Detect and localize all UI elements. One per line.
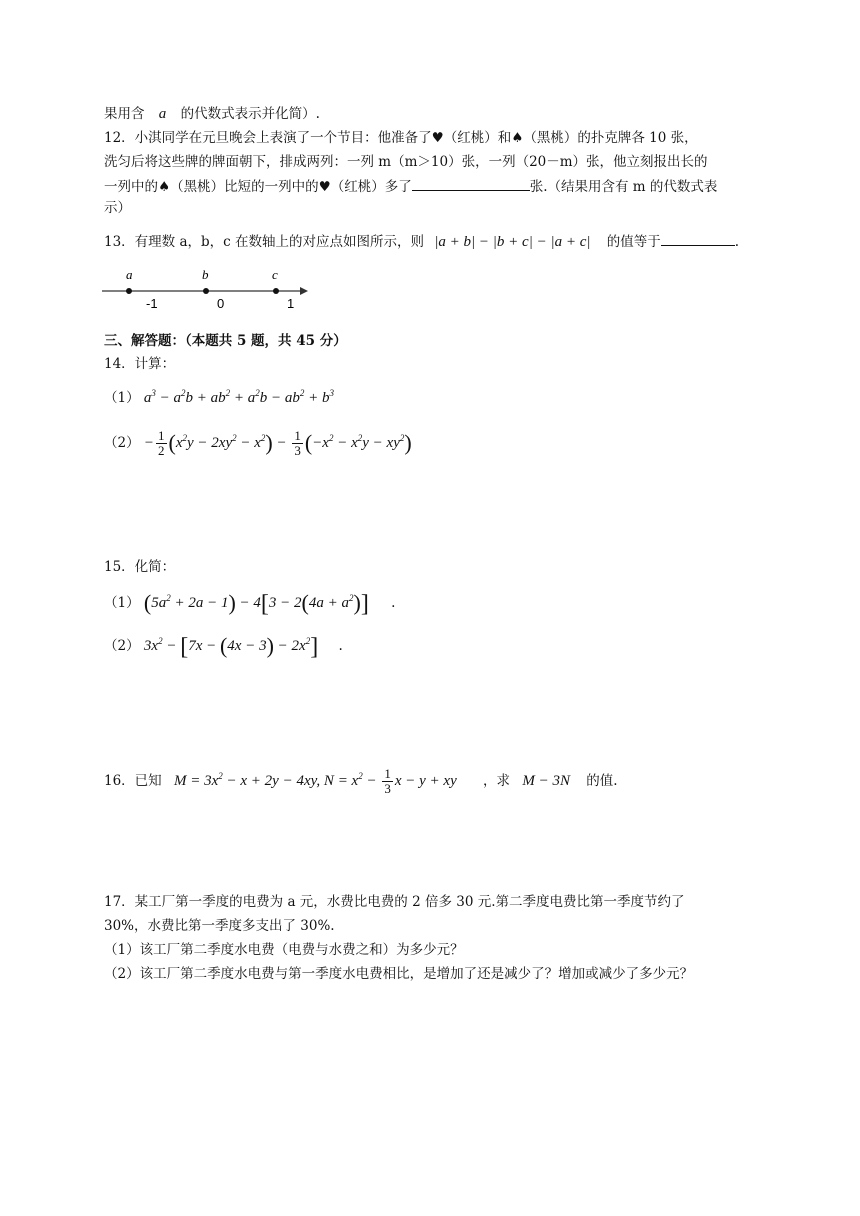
q17-part2: （2）该工厂第二季度水电费与第一季度水电费相比，是增加了还是减少了？增加或减少了多少元？ bbox=[104, 966, 694, 982]
tick-label-0: 0 bbox=[217, 296, 225, 311]
section3-heading: 三、解答题：（本题共 5 题，共 45 分） bbox=[104, 333, 347, 349]
q15-p1-end: . bbox=[391, 595, 396, 611]
point-label-a: a bbox=[126, 267, 133, 282]
q15-p1-expression: $(5a^2 + 2a - 1) - 4[3 - 2(4a + a^2)]$ bbox=[143, 590, 369, 617]
q14-p2-expression: − $\frac{1}{2}$ $(x^2y - 2xy^2 - x^2)$ − $\frac{1}{3}$ $(-x^2 - x^2y - xy^2)$ bbox=[143, 428, 412, 459]
q15-title: 15．化简： bbox=[104, 559, 176, 575]
q17-line2: 30%，水费比第一季度多支出了 30%. bbox=[104, 918, 335, 934]
tick-label-1: 1 bbox=[287, 296, 295, 311]
q11-text-after: 的代数式表示并化简）. bbox=[180, 106, 320, 122]
q15-p2-end: . bbox=[338, 638, 343, 654]
q13-answer-blank[interactable] bbox=[661, 231, 735, 246]
q16-expression: $M = 3x^2 - x + 2y - 4xy$, $N = x^2$ − $\frac{1}{3}$ x − y + xy bbox=[173, 766, 457, 797]
q13-line bbox=[104, 231, 739, 252]
q15-part2 bbox=[104, 633, 343, 660]
point-b bbox=[203, 288, 209, 294]
q15-p2-label: （2） bbox=[104, 638, 140, 654]
q14-p1-expression: $a^3 - a^2b + ab^2 + a^2b - ab^2 + b^3$ bbox=[143, 388, 335, 406]
q12-answer-blank[interactable] bbox=[412, 176, 530, 191]
q15-p1-label: （1） bbox=[104, 595, 140, 611]
q12-line3-tail: 张.（结果用含有 m 的代数式表 bbox=[529, 179, 718, 195]
point-c bbox=[273, 288, 279, 294]
q12-line1: 12．小淇同学在元旦晚会上表演了一个节目：他准备了♥（红桃）和♠（黑桃）的扑克牌各 10 张， bbox=[104, 130, 698, 146]
point-label-b: b bbox=[202, 267, 209, 282]
q17-line1: 17．某工厂第一季度的电费为 a 元，水费比电费的 2 倍多 30 元.第二季度电费比第一季度节约了 bbox=[104, 894, 685, 910]
point-label-c: c bbox=[272, 267, 278, 282]
tick-label-neg1: -1 bbox=[146, 296, 158, 311]
q11-text-before: 果用含 bbox=[104, 106, 145, 122]
q12-line3-text: 一列中的♠（黑桃）比短的一列中的♥（红桃）多了 bbox=[104, 179, 412, 195]
q11-tail bbox=[104, 104, 320, 124]
q14-p2-label: （2） bbox=[104, 435, 140, 451]
arrow-icon bbox=[300, 287, 308, 295]
q14-part1 bbox=[104, 388, 334, 408]
number-line-figure bbox=[100, 264, 315, 314]
q13-expression: |a + b| − |b + c| − |a + c| bbox=[434, 234, 591, 250]
q14-title: 14．计算： bbox=[104, 356, 176, 372]
q16-expression-2: M − 3N bbox=[522, 773, 570, 789]
q11-var: a bbox=[158, 106, 167, 122]
q14-p1-label: （1） bbox=[104, 390, 140, 406]
q17-part1: （1）该工厂第二季度水电费（电费与水费之和）为多少元？ bbox=[104, 942, 464, 958]
q12-line2: 洗匀后将这些牌的牌面朝下，排成两列：一列 m（m＞10）张，一列（20－m）张，他立刻报出长的 bbox=[104, 154, 708, 170]
q13-end: . bbox=[734, 234, 740, 250]
q16-line bbox=[104, 766, 618, 796]
q16-text-b: ，求 bbox=[483, 773, 511, 789]
point-a bbox=[126, 288, 132, 294]
q13-text: 13．有理数 a，b，c 在数轴上的对应点如图所示，则 bbox=[104, 234, 425, 250]
q16-text-c: 的值. bbox=[586, 773, 618, 789]
q12-line4: 示） bbox=[104, 200, 131, 216]
q14-part2 bbox=[104, 428, 412, 458]
q15-p2-expression: $3x^2 - [7x - (4x - 3) - 2x^2]$ bbox=[143, 633, 319, 660]
q12-line3 bbox=[104, 176, 717, 197]
q13-text-b: 的值等于 bbox=[606, 234, 661, 250]
q15-part1 bbox=[104, 590, 395, 617]
q16-text: 16．已知 bbox=[104, 773, 162, 789]
